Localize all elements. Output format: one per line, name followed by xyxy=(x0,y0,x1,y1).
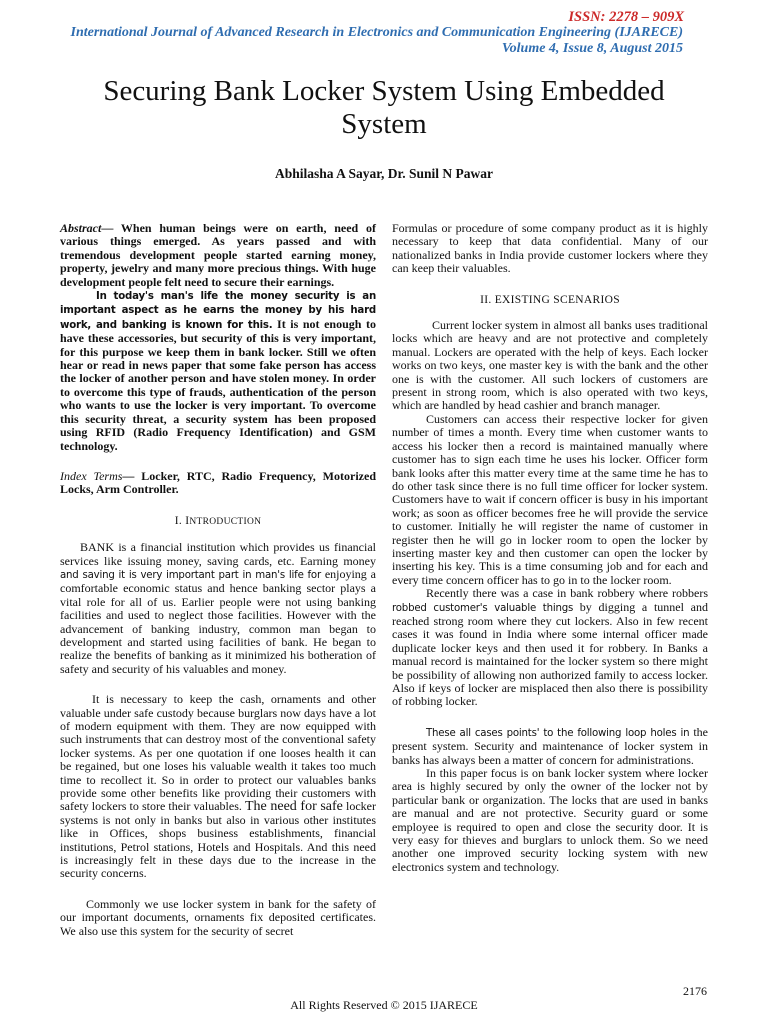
index-terms-text: — Locker, RTC, Radio Frequency, Motorized Locks, Arm Controller. xyxy=(60,468,376,497)
abstract-dash: — xyxy=(101,221,121,235)
index-terms xyxy=(60,470,376,497)
left-column xyxy=(60,222,376,938)
paper-title: Securing Bank Locker System Using Embedded System xyxy=(103,75,665,140)
journal-name: International Journal of Advanced Research in Electronics and Communication Engineering (IJARECE) xyxy=(70,25,683,40)
page-number: 2176 xyxy=(683,984,707,998)
journal-header xyxy=(23,25,683,57)
intro-paragraph-1: BANK is a financial institution which provides us financial services like issuing money, saving cards, etc. Earning money and saving it is very important part in man's life for enjoying a comfortable economic status and hence banking sector plays a vital role for all of us. Earlier people were not using banking facilities and used to neglect those facilities. However with the advancement of banking industry, common man began to development and started using facilities of bank. He began to realize the benefits of banking as it minimized his botheration of safety and security of his valuables and money. xyxy=(60,540,376,676)
intro-paragraph-2: It is necessary to keep the cash, ornaments and other valuable under safe custody because burglars now days have a lot of modern equipment with them. They are now equipped with such instruments that can destroy most of the conventional safety locker systems. As per one quotation if one looses health it can be regained, but one loses his valuable wealth it takes too much time to recollect it. So in order to protect our valuables banks provide some other benefits like providing their customers with safety lockers to store their valuables. The need for safe locker systems is not only in banks but also in various other institutes like in Offices, shops business establishments, financial institutions, Petrol stations, Hotels and Hospitals. And this need is increasingly felt in these days due to the increase in the security concerns. xyxy=(60,692,377,881)
scenario-paragraph-4: These all cases points' to the following loop holes in the present system. Security and maintenance of locker system in banks has always been a matter of concern for administrations. xyxy=(392,724,708,767)
journal-volume: Volume 4, Issue 8, August 2015 xyxy=(501,41,683,56)
scenario-paragraph-5: In this paper focus is on bank locker system where locker area is highly secured by only the owner of the locker not by particular bank or organization. The locks that are used in banks are manual and are not protective. Security guard or some employee is required to open and close the security door. It is very easy for thieves and burglars to unlock them. So we need another one improved security locking system with new electronics system and technology. xyxy=(392,766,708,874)
abstract-label: Abstract xyxy=(60,221,102,235)
scenario-paragraph-1: Current locker system in almost all banks uses traditional locks which are heavy and are not protective and completely manual. Lockers are operated with the help of keys. Each locker works on two keys, one master key is with the bank and the other one is with the customer. All such lockers of customers are present in strong room, which is also operated with two keys, which are handled by head cashier and branch manager. xyxy=(392,318,708,413)
abstract-text: When human beings were on earth, need of various things emerged. As years passed and with tremendous development people started earning money, property, jewelry and many more precious things. With huge development people felt need to secure their earnings. xyxy=(60,221,376,289)
index-terms-label: Index Terms xyxy=(60,468,123,483)
abstract-paragraph-2 xyxy=(60,289,376,453)
abstract-spaced-text: In today's man's life the money security is an important aspect as he earns the money by his hard work, and banking is known for this. xyxy=(60,291,376,331)
right-column xyxy=(392,222,708,874)
intro-paragraph-3: Commonly we use locker system in bank for the safety of our important documents, ornaments fix deposited certificates. We also use this system for the security of secret xyxy=(60,896,376,938)
continued-paragraph: Formulas or procedure of some company product as it is highly necessary to keep that data confidential. Many of our nationalized banks in India provide customer lockers where they can keep their valuables. xyxy=(392,221,708,276)
abstract-paragraph xyxy=(60,222,376,289)
section-heading-existing-scenarios: II. EXISTING SCENARIOS xyxy=(480,293,620,306)
issn-header: ISSN: 2278 – 909X xyxy=(568,9,684,25)
scenario-paragraph-2: Customers can access their respective locker for given number of times a month. Every time when customer wants to access his locker then a record is maintained manually where customer has to sign each time he uses his locker. Officer form bank looks after this matter every time at the same time he has to do other task since there is no full time officer for locker system. Customers have to wait if concern officer is busy in his important work; as soon as officer becomes free he will provide the service to customer. Initially he will register the name of customer in register then he will go in locker room to open the locker by inserting master key and then customer can open the locker by inserting his key. This is a time consuming job and for each and every time concern officer has to go in to the locker room. xyxy=(392,411,708,587)
section-heading-introduction: I. INTRODUCTION xyxy=(174,514,262,527)
footer-copyright: All Rights Reserved © 2015 IJARECE xyxy=(290,998,478,1012)
paper-authors: Abhilasha A Sayar, Dr. Sunil N Pawar xyxy=(274,166,494,181)
scenario-paragraph-3: Recently there was a case in bank robbery where robbers robbed customer's valuable things by digging a tunnel and reached strong room where they cut lockers. Also in few recent cases it was found in India where some internal officer made duplicate locker keys and then used it for robbery. In Banks a manual record is maintained for the locker system so there might be possibility of allowing non authorized family to access locker. Also if keys of locker are misplaced then also there is possibility of robbing locker. xyxy=(392,586,708,709)
abstract-text-2: It is not enough to have these accessories, but security of this is very important, for this purpose we keep them in bank locker. Still we often hear or read in news paper that some fake person has access the locker of another person and have stolen money. In order to overcome this type of frauds, authentication of the person who wants to use the locker is very important. To overcome this security threat, a security system has been proposed using RFID (Radio Frequency Identification) and GSM technology. xyxy=(60,316,377,453)
